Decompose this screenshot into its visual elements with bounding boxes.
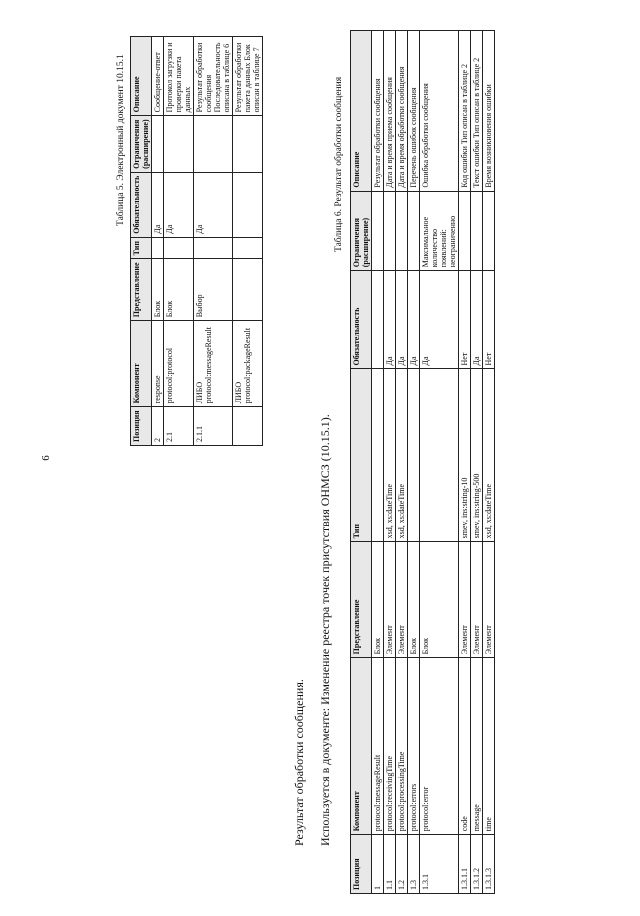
table-row <box>152 37 164 446</box>
table6-header-description: Описание <box>351 31 372 192</box>
table-cell: smev, ins:string-10 <box>459 369 471 542</box>
table-cell: Блок <box>408 542 420 658</box>
table-cell: code <box>459 658 471 835</box>
table-cell <box>233 116 263 172</box>
table-cell: Сообщение-ответ <box>152 37 164 116</box>
table5-header-row <box>131 37 152 446</box>
table-cell <box>164 237 194 259</box>
table-cell: 1.2 <box>396 835 408 894</box>
table-cell: 2.1 <box>164 407 194 446</box>
table5-header-description: Описание <box>131 37 152 116</box>
table-cell: Блок <box>420 542 459 658</box>
table-cell <box>233 407 263 446</box>
table-cell: Текст ошибки Тип описан в таблице 2 <box>471 31 483 192</box>
table6-header-component: Компонент <box>351 658 372 835</box>
table-cell <box>408 191 420 271</box>
table-cell: time <box>483 658 495 835</box>
table-cell: xsd, xs:dateTime <box>396 369 408 542</box>
table5-header-restrictions: Ограничения (расширение) <box>131 116 152 172</box>
table-cell: Нет <box>483 271 495 369</box>
table5-header-representation: Представление <box>131 259 152 321</box>
table-cell: Результат обработки сообщения Последовательность описана в таблице 6 <box>194 37 233 116</box>
table-cell <box>152 116 164 172</box>
table6-header-representation: Представление <box>351 542 372 658</box>
table-cell: Блок <box>152 259 164 321</box>
table-row <box>164 37 194 446</box>
table-cell: 1 <box>372 835 384 894</box>
table-row <box>194 37 233 446</box>
page-number: 6 <box>40 455 52 461</box>
table-cell <box>396 191 408 271</box>
table-cell: protocol:receivingTime <box>384 658 396 835</box>
table-cell <box>372 191 384 271</box>
table-cell <box>194 116 233 172</box>
table-row <box>396 31 408 894</box>
table-cell: Блок <box>164 259 194 321</box>
table5-caption: Таблица 5. Электронный документ 10.15.1 <box>116 54 126 226</box>
table5-header-type: Тип <box>131 237 152 259</box>
table-row <box>459 31 471 894</box>
table-cell <box>194 237 233 259</box>
table-cell <box>372 369 384 542</box>
table-cell <box>233 259 263 321</box>
table-row <box>408 31 420 894</box>
table-cell: Элемент <box>459 542 471 658</box>
table-cell: Максимальное количество появлений: неограниченно <box>420 191 459 271</box>
table-row <box>471 31 483 894</box>
table-cell: 2.1.1 <box>194 407 233 446</box>
paragraph-used-in: Используется в документе: Изменение реестра точек присутствия ОНМСЗ (10.15.1). <box>318 414 332 846</box>
table-cell: Выбор <box>194 259 233 321</box>
table-cell: protocol:errors <box>408 658 420 835</box>
table-cell: Нет <box>459 271 471 369</box>
table-cell: xsd, xs:dateTime <box>483 369 495 542</box>
table-cell: 1.3 <box>408 835 420 894</box>
table6-header-type: Тип <box>351 369 372 542</box>
table-cell: Да <box>384 271 396 369</box>
table-cell: Да <box>164 172 194 237</box>
table-cell: Код ошибки Тип описан в таблице 2 <box>459 31 471 192</box>
table-cell: 1.3.1.2 <box>471 835 483 894</box>
table-cell: protocol:processingTime <box>396 658 408 835</box>
table-cell <box>408 369 420 542</box>
table-cell: Да <box>396 271 408 369</box>
table5 <box>130 36 263 446</box>
table-cell: ЛИБО protocol:messageResult <box>194 321 233 407</box>
paragraph-result: Результат обработки сообщения. <box>292 679 306 846</box>
table-cell <box>384 191 396 271</box>
table6-header-restrictions: Ограничения (расширение) <box>351 191 372 271</box>
table-cell: Да <box>408 271 420 369</box>
table-cell: Блок <box>372 542 384 658</box>
table-cell: Да <box>152 172 164 237</box>
table-cell <box>459 191 471 271</box>
table-cell: ЛИБО protocol:packageResult <box>233 321 263 407</box>
table-cell: Элемент <box>471 542 483 658</box>
table-cell <box>233 237 263 259</box>
table-cell: 1.3.1.3 <box>483 835 495 894</box>
table-cell: Элемент <box>483 542 495 658</box>
table-cell: Ошибка обработки сообщения <box>420 31 459 192</box>
table-cell: protocol:messageResult <box>372 658 384 835</box>
table-cell: 1.1 <box>384 835 396 894</box>
table5-header-position: Позиция <box>131 407 152 446</box>
table-cell: Результат обработки сообщения <box>372 31 384 192</box>
table-cell: Да <box>420 271 459 369</box>
table-row <box>384 31 396 894</box>
table-cell <box>372 271 384 369</box>
table6-header-row <box>351 31 372 894</box>
table6-caption: Таблица 6. Результат обработки сообщения <box>334 76 344 252</box>
table5-header-component: Компонент <box>131 321 152 407</box>
table-cell: Протокол загрузки и проверки пакета данных <box>164 37 194 116</box>
table-cell: Элемент <box>396 542 408 658</box>
table-row <box>420 31 459 894</box>
table-cell <box>483 191 495 271</box>
table-cell: smev, ins:string-500 <box>471 369 483 542</box>
table-cell: Дата и время приема сообщения <box>384 31 396 192</box>
table-cell <box>471 191 483 271</box>
table-cell: Дата и время обработки сообщения <box>396 31 408 192</box>
table-cell: Перечень ошибок сообщения <box>408 31 420 192</box>
table-cell <box>152 237 164 259</box>
table-row <box>483 31 495 894</box>
table6 <box>350 30 495 894</box>
table-row <box>372 31 384 894</box>
table-cell: Время возникновения ошибки <box>483 31 495 192</box>
table-cell: Да <box>471 271 483 369</box>
table-cell: protocol:error <box>420 658 459 835</box>
table-cell: protocol:protocol <box>164 321 194 407</box>
table-cell: message <box>471 658 483 835</box>
table6-header-position: Позиция <box>351 835 372 894</box>
table-cell <box>233 172 263 237</box>
table-cell: 1.3.1.1 <box>459 835 471 894</box>
table-cell <box>164 116 194 172</box>
table-cell: Элемент <box>384 542 396 658</box>
table-cell: response <box>152 321 164 407</box>
table-cell: xsd, xs:dateTime <box>384 369 396 542</box>
table6-header-required: Обязательность <box>351 271 372 369</box>
table-cell: 1.3.1 <box>420 835 459 894</box>
table-cell <box>420 369 459 542</box>
table-cell: 2 <box>152 407 164 446</box>
table-cell: Да <box>194 172 233 237</box>
table5-header-required: Обязательность <box>131 172 152 237</box>
table-row <box>233 37 263 446</box>
table-cell: Результат обработки пакета данных Блок описан в таблице 7 <box>233 37 263 116</box>
